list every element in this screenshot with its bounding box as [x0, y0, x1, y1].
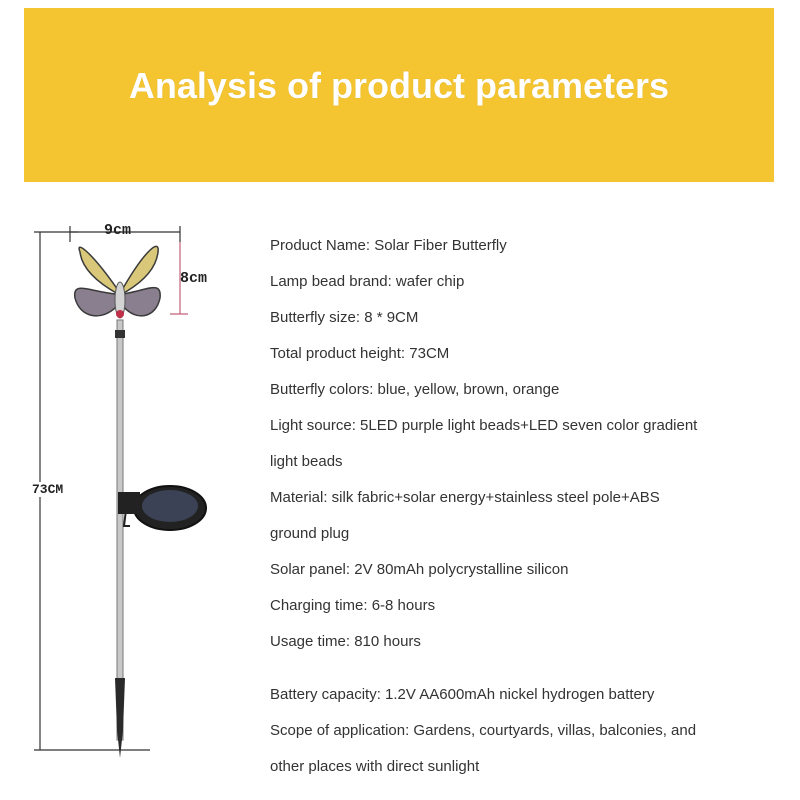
butterfly-height-label: 8cm	[180, 270, 208, 287]
spec-line: Butterfly colors: blue, yellow, brown, orange	[270, 381, 560, 398]
product-figure	[20, 210, 230, 780]
header-banner	[24, 8, 774, 182]
spec-line: Material: silk fabric+solar energy+stainless steel pole+ABS	[270, 489, 660, 506]
spec-line: Product Name: Solar Fiber Butterfly	[270, 237, 507, 254]
spec-line: Usage time: 810 hours	[270, 633, 421, 650]
solar-panel	[118, 486, 206, 530]
width-label: 9cm	[104, 222, 132, 239]
banner-title: Analysis of product parameters	[128, 65, 670, 106]
total-height-label: 73CM	[32, 482, 64, 497]
spec-line: Lamp bead brand: wafer chip	[270, 273, 465, 290]
spec-line: Solar panel: 2V 80mAh polycrystalline silicon	[270, 561, 569, 578]
spec-list	[270, 228, 770, 785]
spec-line: other places with direct sunlight	[270, 758, 480, 775]
spec-line: Total product height: 73CM	[270, 345, 450, 362]
spec-line: Charging time: 6-8 hours	[270, 597, 436, 614]
spec-divider	[270, 660, 770, 677]
spec-line: Light source: 5LED purple light beads+LED seven color gradient	[270, 417, 698, 434]
spec-line: Butterfly size: 8 * 9CM	[270, 309, 419, 326]
butterfly	[75, 246, 161, 318]
spec-line: ground plug	[270, 525, 350, 542]
spec-line: Scope of application: Gardens, courtyards, villas, balconies, and	[270, 722, 697, 739]
spec-line: light beads	[270, 453, 343, 470]
spec-line: Battery capacity: 1.2V AA600mAh nickel hydrogen battery	[270, 686, 655, 703]
